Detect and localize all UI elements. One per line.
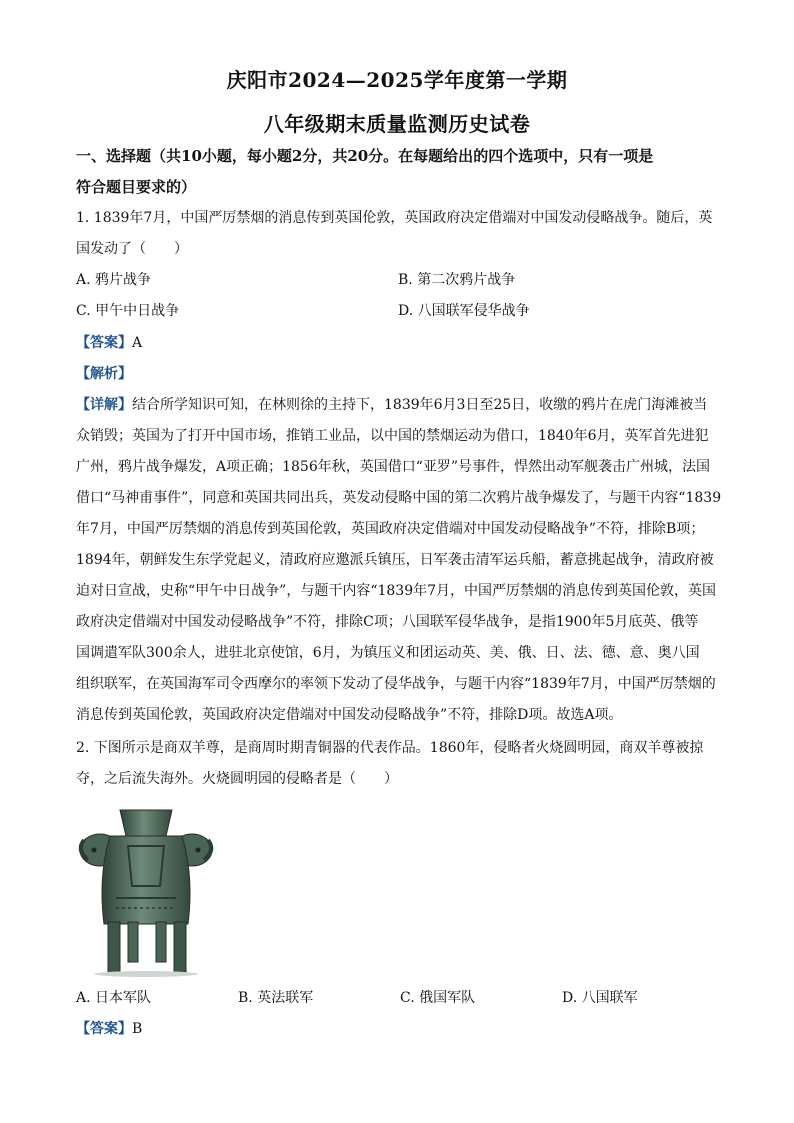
q1-answer	[76, 333, 716, 353]
answer-tag: 【答案】	[76, 335, 132, 351]
q2-option-a: A. 日本军队	[76, 990, 152, 1006]
q2-stem-line2: 夺，之后流失海外。火烧圆明园的侵略者是（ ）	[76, 771, 398, 787]
q2-option-b: B. 英法联军	[238, 990, 314, 1006]
q2-option-c: C. 俄国军队	[400, 990, 476, 1006]
q1-answer-value: A	[132, 335, 143, 351]
q1-detail-line: 年7月，中国严厉禁烟的消息传到英国伦敦，英国政府决定借端对中国发动侵略战争”不符，排除B项；	[76, 521, 705, 537]
section-heading-line2: 符合题目要求的）	[76, 178, 197, 196]
detail-tag: 【详解】	[76, 397, 132, 413]
section-heading-line1: 一、选择题（共10小题，每小题2分，共20分。在每题给出的四个选项中，只有一项是	[76, 147, 654, 165]
q1-detail-line: 国调遣军队300余人，进驻北京使馆，6月，为镇压义和团运动英、美、俄、日、法、德、意、奥八国	[76, 645, 700, 661]
double-ram-zun-image	[76, 806, 216, 978]
q1-detail-line: 【详解】结合所学知识可知，在林则徐的主持下，1839年6月3日至25日，收缴的鸦片在虎门海滩被当	[76, 397, 708, 413]
q1-detail-line: 政府决定借端对中国发动侵略战争”不符，排除C项；八国联军侵华战争，是指1900年5月底英、俄等	[76, 614, 699, 630]
q1-option-d: D. 八国联军侵华战争	[398, 303, 530, 319]
q1-detail-line: 1894年，朝鲜发生东学党起义，清政府应邀派兵镇压，日军袭击清军运兵船，蓄意挑起战争，清政府被	[76, 552, 714, 568]
q1-option-b: B. 第二次鸦片战争	[398, 272, 516, 288]
q2-option-d: D. 八国联军	[562, 990, 638, 1006]
q1-detail-line: 组织联军，在英国海军司令西摩尔的率领下发动了侵华战争，与题干内容“1839年7月，中国严厉禁烟的	[76, 676, 716, 692]
q2-answer-value: B	[132, 1021, 143, 1037]
q1-analysis	[76, 364, 716, 384]
q1-detail-line: 借口“马神甫事件”，同意和英国共同出兵，英发动侵略中国的第二次鸦片战争爆发了，与题干内容“1839	[76, 490, 722, 506]
exam-title: 庆阳市2024—2025学年度第一学期	[226, 68, 568, 92]
q1-option-a: A. 鸦片战争	[76, 272, 152, 288]
q1-option-c: C. 甲午中日战争	[76, 303, 180, 319]
q1-detail-line: 消息传到英国伦敦，英国政府决定借端对中国发动侵略战争”不符，排除D项。故选A项。	[76, 707, 623, 723]
exam-subtitle: 八年级期末质量监测历史试卷	[263, 112, 531, 136]
q1-stem-line1: 1. 1839年7月，中国严厉禁烟的消息传到英国伦敦，英国政府决定借端对中国发动侵略战争。随后，英	[76, 210, 713, 226]
q1-stem-line2: 国发动了（ ）	[76, 241, 188, 257]
q2-answer	[76, 1019, 716, 1039]
q1-detail-line: 众销毁；英国为了打开中国市场，推销工业品，以中国的禁烟运动为借口，1840年6月，英军首先进犯	[76, 428, 709, 444]
answer-tag: 【答案】	[76, 1021, 132, 1037]
q2-stem-line1: 2. 下图所示是商双羊尊，是商周时期青铜器的代表作品。1860年，侵略者火烧圆明园，商双羊尊被掠	[76, 740, 704, 756]
q1-detail-line: 广州，鸦片战争爆发，A项正确；1856年秋，英国借口“亚罗”号事件，悍然出动军舰袭击广州城，法国	[76, 459, 711, 475]
q1-detail-line: 迫对日宣战，史称“甲午中日战争”，与题干内容“1839年7月，中国严厉禁烟的消息传到英国伦敦，英国	[76, 583, 717, 599]
analysis-tag: 【解析】	[76, 366, 132, 382]
